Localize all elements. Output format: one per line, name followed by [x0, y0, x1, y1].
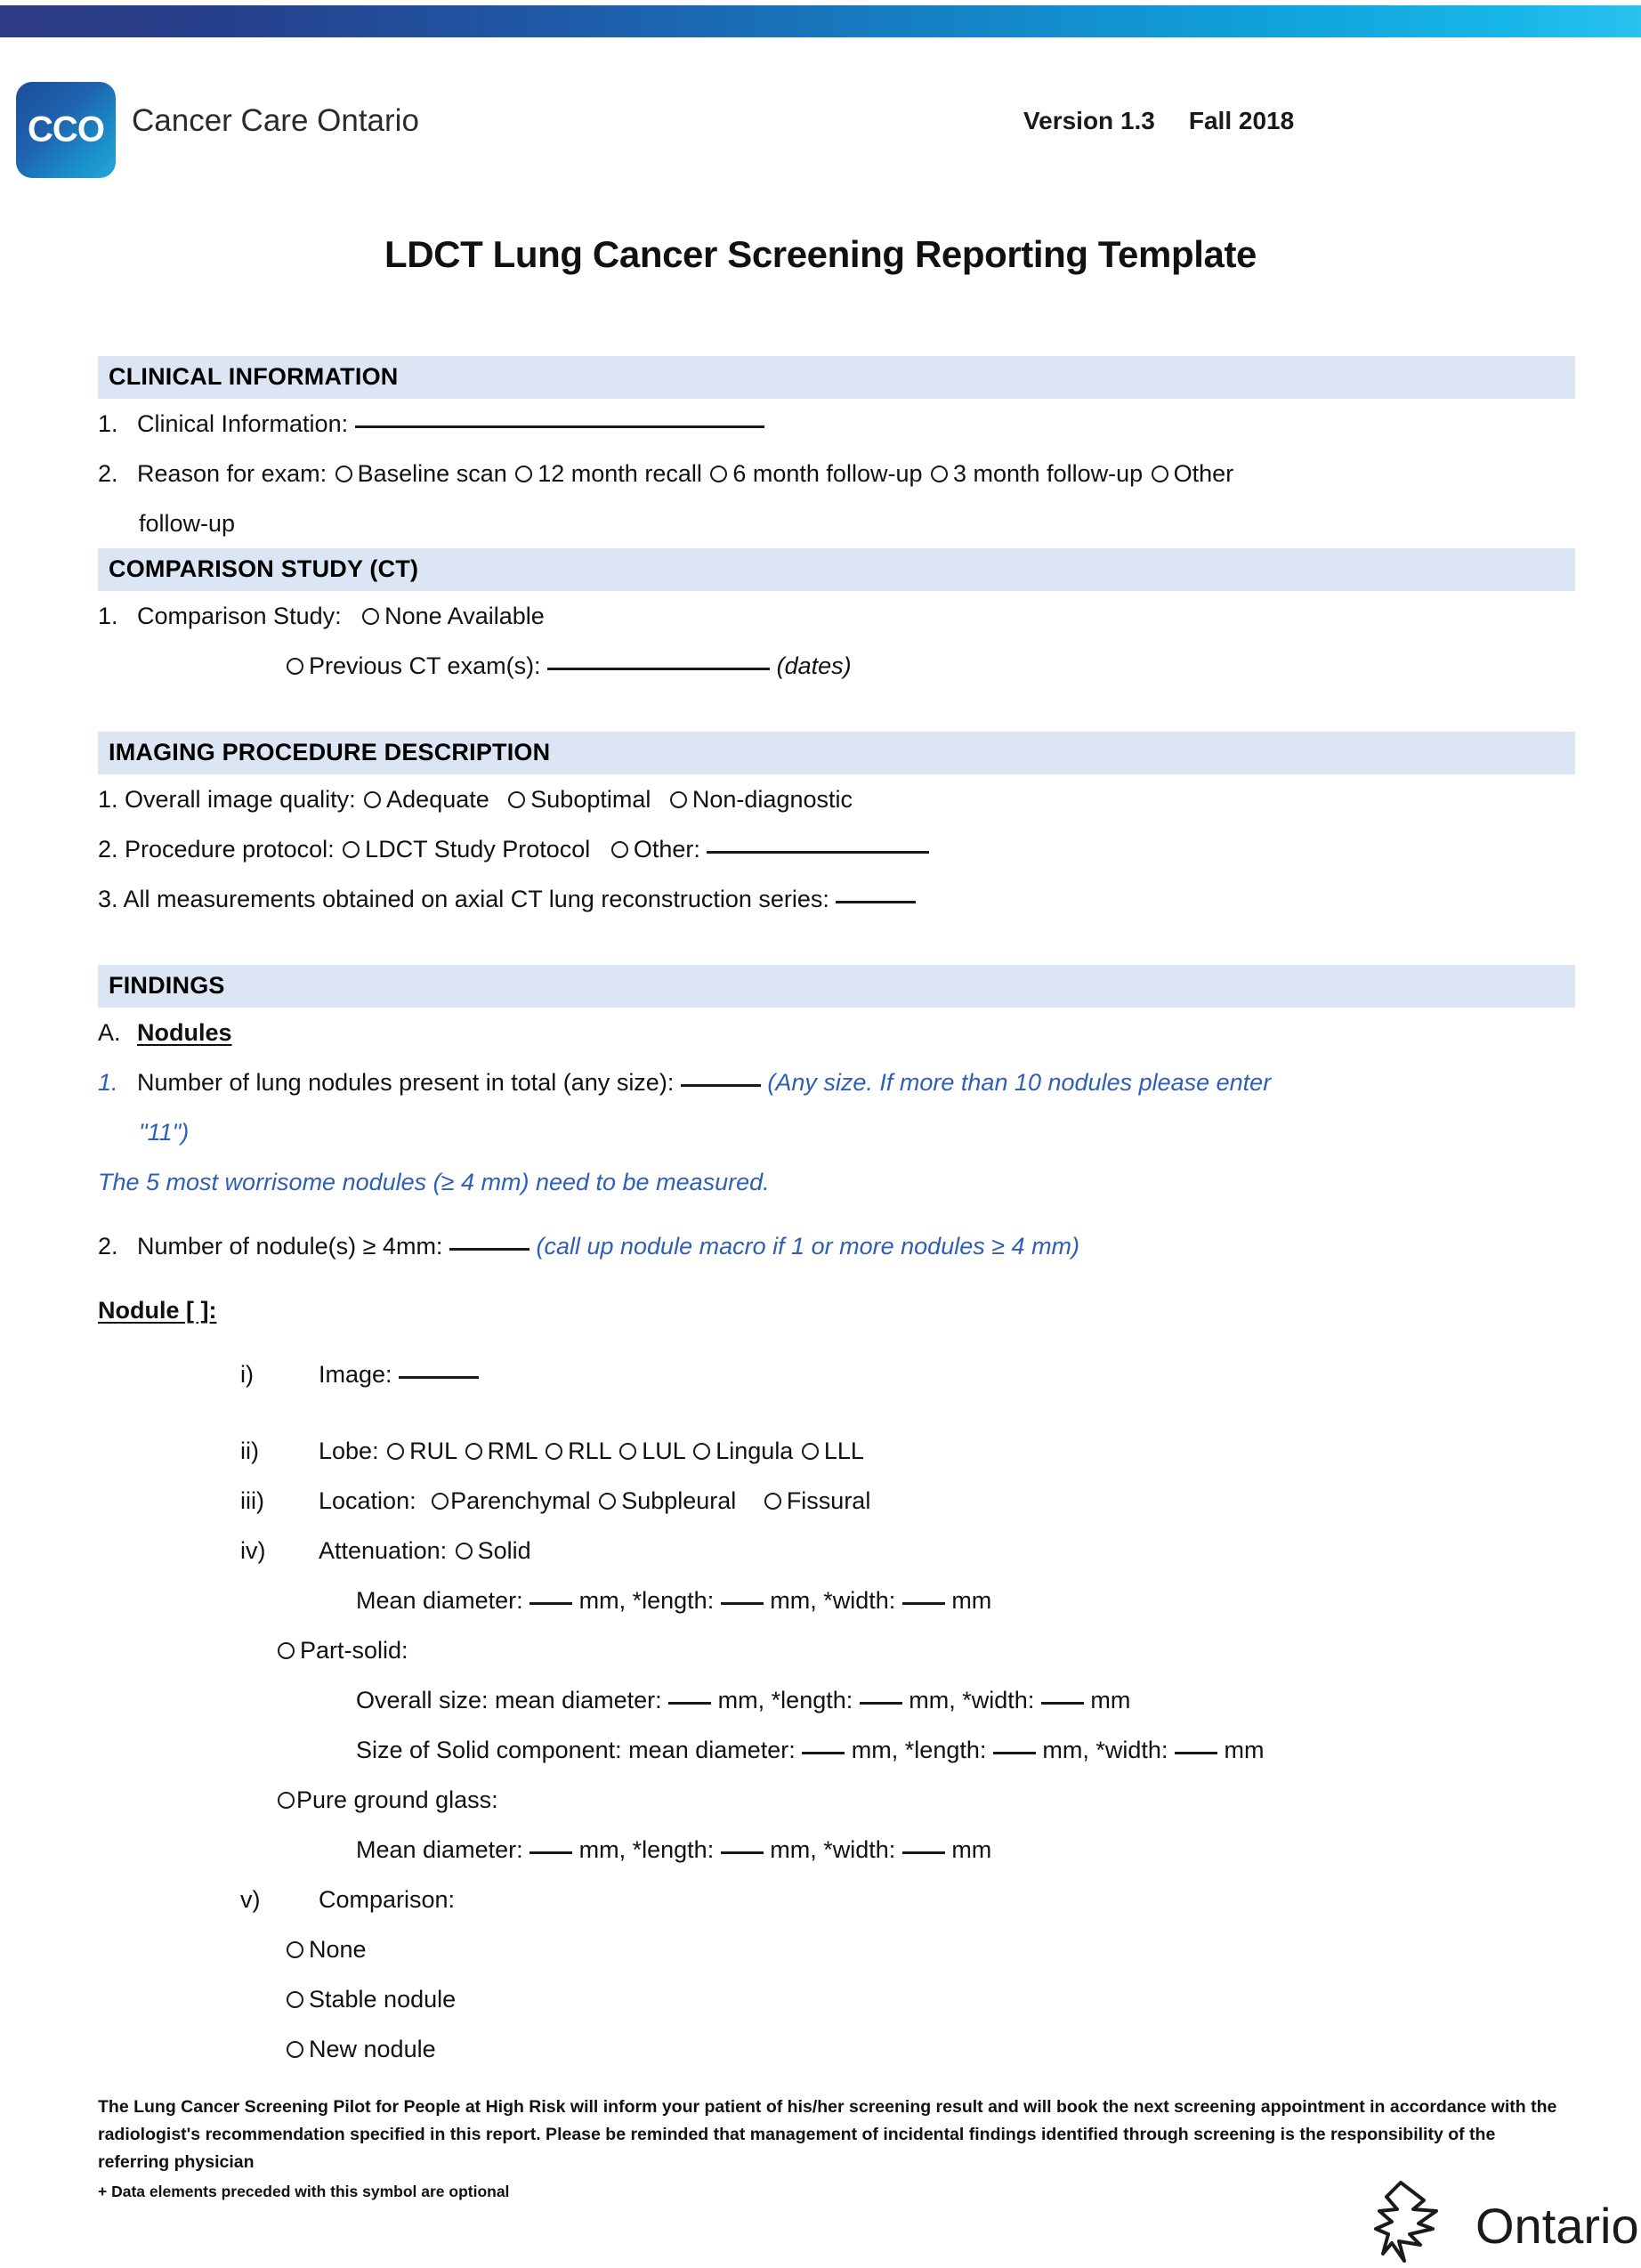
- solid-component-width-label: *width:: [1095, 1737, 1168, 1763]
- organization-name: Cancer Care Ontario: [132, 103, 419, 138]
- findings-item-2-number: 2.: [98, 1233, 118, 1260]
- part-solid-overall-width-label: *width:: [962, 1687, 1035, 1713]
- measurements-series-input[interactable]: [836, 901, 916, 903]
- option-location-subpleural: Subpleural: [621, 1487, 737, 1514]
- comparison-item-1-number: 1.: [98, 603, 118, 629]
- radio-none-available[interactable]: [362, 608, 379, 625]
- document-body: [98, 356, 1575, 2074]
- option-other-follow-up-wrap: follow-up: [139, 510, 236, 537]
- comparison-study-row: [98, 591, 1575, 641]
- nodule-4mm-count-input[interactable]: [449, 1248, 529, 1251]
- option-3-month-follow-up: 3 month follow-up: [953, 460, 1144, 487]
- solid-width-unit: mm: [951, 1587, 992, 1614]
- nodule-attenuation-row: [98, 1526, 1575, 1575]
- option-lobe-rll: RLL: [568, 1438, 611, 1464]
- ontario-wordmark: Ontario: [1475, 2198, 1639, 2254]
- part-solid-overall-width-unit: mm: [1090, 1687, 1131, 1713]
- option-comparison-stable-nodule: Stable nodule: [309, 1986, 457, 2013]
- option-attenuation-part-solid: Part-solid:: [300, 1637, 408, 1664]
- section-heading-imaging-procedure: IMAGING PROCEDURE DESCRIPTION: [98, 732, 1575, 774]
- previous-ct-dates-input[interactable]: [547, 668, 770, 670]
- radio-suboptimal[interactable]: [508, 791, 525, 808]
- option-ldct-study-protocol: LDCT Study Protocol: [365, 836, 591, 863]
- radio-ldct-study-protocol[interactable]: [343, 841, 360, 858]
- clinical-information-row: [98, 399, 1575, 449]
- radio-comparison-stable-nodule[interactable]: [287, 1991, 303, 2008]
- radio-adequate[interactable]: [364, 791, 381, 808]
- page-header: [0, 85, 1641, 183]
- radio-lobe-rml[interactable]: [465, 1443, 482, 1460]
- option-adequate: Adequate: [386, 786, 489, 813]
- part-solid-overall-length-unit: mm,: [909, 1687, 956, 1713]
- nodule-image-input[interactable]: [399, 1376, 479, 1379]
- nodule-image-label: Image:: [319, 1361, 392, 1388]
- nodule-total-count-note-wrap: "11"): [139, 1119, 190, 1146]
- option-attenuation-pure-ground-glass: Pure ground glass:: [296, 1786, 498, 1813]
- part-solid-overall-length-label: *length:: [771, 1687, 853, 1713]
- worrisome-nodules-note: The 5 most worrisome nodules (≥ 4 mm) need to be measured.: [98, 1169, 770, 1195]
- nodule-4mm-count-label: Number of nodule(s) ≥ 4mm:: [137, 1233, 443, 1260]
- nodule-item-i-number: i): [240, 1361, 254, 1388]
- header-gradient-bar: [0, 5, 1641, 37]
- procedure-protocol-label: 2. Procedure protocol:: [98, 836, 335, 863]
- part-solid-overall-label: Overall size: mean diameter:: [356, 1687, 662, 1713]
- nodule-total-count-input[interactable]: [681, 1084, 761, 1087]
- dates-hint: (dates): [776, 652, 852, 679]
- radio-location-subpleural[interactable]: [599, 1493, 616, 1510]
- radio-12-month-recall[interactable]: [515, 466, 532, 482]
- part-solid-overall-row: [98, 1675, 1575, 1725]
- option-comparison-new-nodule: New nodule: [309, 2036, 436, 2062]
- clinical-information-input[interactable]: [355, 425, 764, 428]
- nodule-location-row: [98, 1476, 1575, 1526]
- cco-logo-text: CCO: [28, 109, 104, 150]
- option-non-diagnostic: Non-diagnostic: [691, 786, 853, 813]
- page-footer: [98, 2094, 1557, 2201]
- pure-gg-width-input[interactable]: [902, 1851, 945, 1854]
- option-lobe-lul: LUL: [642, 1438, 685, 1464]
- option-none-available: None Available: [384, 603, 545, 629]
- nodule-4mm-count-note: (call up nodule macro if 1 or more nodules ≥ 4 mm): [536, 1233, 1080, 1260]
- radio-attenuation-pure-ground-glass[interactable]: [278, 1792, 295, 1809]
- radio-protocol-other[interactable]: [611, 841, 628, 858]
- version-number: Version 1.3: [1023, 107, 1155, 134]
- previous-ct-exam-row: [98, 641, 1575, 691]
- solid-component-size-label: Size of Solid component: mean diameter:: [356, 1737, 796, 1763]
- solid-component-mean-unit: mm,: [851, 1737, 899, 1763]
- option-previous-ct-exam: Previous CT exam(s):: [309, 652, 541, 679]
- solid-width-input[interactable]: [902, 1602, 945, 1605]
- option-attenuation-solid: Solid: [477, 1537, 531, 1564]
- findings-item-1-number: 1.: [98, 1069, 118, 1096]
- solid-component-length-label: *length:: [904, 1737, 987, 1763]
- solid-component-mean-input[interactable]: [802, 1752, 845, 1754]
- solid-mean-diameter-input[interactable]: [529, 1602, 572, 1605]
- clinical-item-2-number: 2.: [98, 460, 118, 487]
- part-solid-row: [98, 1625, 1575, 1675]
- pure-gg-mean-diameter-unit: mm,: [578, 1836, 626, 1863]
- solid-length-label: *length:: [632, 1587, 715, 1614]
- radio-comparison-new-nodule[interactable]: [287, 2041, 303, 2058]
- section-heading-comparison-study: COMPARISON STUDY (CT): [98, 548, 1575, 591]
- footer-disclaimer: The Lung Cancer Screening Pilot for People at High Risk will inform your patient of his/her screening result and will book the next screening appointment in accordance with the radiologist's recommendation specified in this report. Please be reminded that management of incidental findings identified through screening is the responsibility of the referring physician: [98, 2097, 1557, 2172]
- nodule-item-v-number: v): [240, 1886, 261, 1913]
- page-title: LDCT Lung Cancer Screening Reporting Template: [384, 233, 1257, 275]
- radio-lobe-lul[interactable]: [619, 1443, 636, 1460]
- footer-optional-note: + Data elements preceded with this symbol are optional: [98, 2183, 510, 2200]
- option-other: Other: [1173, 460, 1234, 487]
- radio-lobe-rll[interactable]: [546, 1443, 562, 1460]
- clinical-item-1-label: Clinical Information:: [137, 410, 349, 437]
- radio-lobe-lll[interactable]: [802, 1443, 819, 1460]
- radio-lobe-lingula[interactable]: [693, 1443, 710, 1460]
- ontario-logo: [1370, 2183, 1637, 2268]
- radio-comparison-none[interactable]: [287, 1941, 303, 1958]
- nodule-comparison-row: [98, 1875, 1575, 1924]
- option-suboptimal: Suboptimal: [530, 786, 651, 813]
- findings-sub-a-letter: A.: [98, 1019, 121, 1046]
- solid-width-label: *width:: [823, 1587, 896, 1614]
- option-lobe-rml: RML: [487, 1438, 538, 1464]
- section-heading-findings: FINDINGS: [98, 965, 1575, 1008]
- radio-attenuation-part-solid[interactable]: [278, 1642, 295, 1659]
- option-lobe-rul: RUL: [409, 1438, 457, 1464]
- solid-component-width-input[interactable]: [1175, 1752, 1217, 1754]
- nodule-attenuation-label: Attenuation:: [319, 1537, 448, 1564]
- radio-location-fissural[interactable]: [764, 1493, 781, 1510]
- radio-non-diagnostic[interactable]: [670, 791, 687, 808]
- nodule-header: Nodule [ ]:: [98, 1297, 217, 1324]
- pure-gg-width-label: *width:: [823, 1836, 896, 1863]
- protocol-other-input[interactable]: [707, 851, 929, 854]
- pure-gg-length-unit: mm,: [770, 1836, 817, 1863]
- version-season: Fall 2018: [1188, 107, 1295, 134]
- pure-gg-width-unit: mm: [951, 1836, 992, 1863]
- solid-component-width-unit: mm: [1224, 1737, 1265, 1763]
- pure-gg-mean-diameter-label: Mean diameter:: [356, 1836, 523, 1863]
- overall-image-quality-label: 1. Overall image quality:: [98, 786, 356, 813]
- radio-previous-ct-exam[interactable]: [287, 658, 303, 675]
- option-protocol-other: Other:: [633, 836, 700, 863]
- option-location-parenchymal: Parenchymal: [450, 1487, 591, 1514]
- option-lobe-lingula: Lingula: [715, 1438, 794, 1464]
- nodule-total-count-row: [98, 1057, 1575, 1157]
- reason-for-exam-label: Reason for exam:: [137, 460, 327, 487]
- radio-6-month-follow-up[interactable]: [710, 466, 727, 482]
- option-comparison-none: None: [309, 1936, 367, 1963]
- version-info: [1023, 107, 1294, 135]
- solid-component-length-unit: mm,: [1042, 1737, 1089, 1763]
- solid-component-size-row: [98, 1725, 1575, 1775]
- procedure-protocol-row: [98, 824, 1575, 874]
- pure-gg-length-input[interactable]: [721, 1851, 764, 1854]
- option-baseline-scan: Baseline scan: [357, 460, 507, 487]
- option-lobe-lll: LLL: [823, 1438, 864, 1464]
- nodule-total-count-note: (Any size. If more than 10 nodules please enter: [767, 1069, 1272, 1096]
- nodule-4mm-count-row: [98, 1221, 1575, 1271]
- solid-mean-diameter-label: Mean diameter:: [356, 1587, 523, 1614]
- nodule-comparison-new-row: [98, 2024, 1575, 2074]
- pure-ground-glass-measurement-row: [98, 1825, 1575, 1875]
- nodule-lobe-label: Lobe:: [319, 1438, 379, 1464]
- radio-lobe-rul[interactable]: [387, 1443, 404, 1460]
- trillium-icon: [1374, 2179, 1472, 2264]
- nodule-total-count-label: Number of lung nodules present in total (any size):: [137, 1069, 675, 1096]
- nodule-item-iv-number: iv): [240, 1537, 266, 1564]
- comparison-study-label: Comparison Study:: [137, 603, 342, 629]
- nodule-comparison-label: Comparison:: [319, 1886, 456, 1913]
- nodule-lobe-row: [98, 1426, 1575, 1476]
- section-heading-clinical-information: CLINICAL INFORMATION: [98, 356, 1575, 399]
- overall-image-quality-row: [98, 774, 1575, 824]
- solid-mean-diameter-unit: mm,: [578, 1587, 626, 1614]
- reason-for-exam-row: [98, 449, 1575, 548]
- radio-attenuation-solid[interactable]: [456, 1543, 473, 1559]
- nodule-header-row: [98, 1285, 1575, 1335]
- option-12-month-recall: 12 month recall: [538, 460, 702, 487]
- measurements-series-row: [98, 874, 1575, 924]
- solid-component-length-input[interactable]: [993, 1752, 1036, 1754]
- solid-measurement-row: [98, 1575, 1575, 1625]
- part-solid-overall-mean-unit: mm,: [717, 1687, 765, 1713]
- pure-gg-mean-diameter-input[interactable]: [529, 1851, 572, 1854]
- nodule-image-row: [98, 1349, 1575, 1399]
- nodule-comparison-none-row: [98, 1924, 1575, 1974]
- option-location-fissural: Fissural: [786, 1487, 871, 1514]
- solid-length-unit: mm,: [770, 1587, 817, 1614]
- part-solid-overall-length-input[interactable]: [860, 1702, 902, 1705]
- radio-location-parenchymal[interactable]: [432, 1493, 449, 1510]
- findings-sub-a-title: Nodules: [137, 1019, 232, 1046]
- measurements-series-label: 3. All measurements obtained on axial CT lung reconstruction series:: [98, 886, 829, 912]
- part-solid-overall-mean-input[interactable]: [668, 1702, 711, 1705]
- radio-other-follow-up[interactable]: [1152, 466, 1168, 482]
- nodule-location-label: Location:: [319, 1487, 416, 1514]
- findings-subsection-nodules: [98, 1008, 1575, 1057]
- clinical-item-1-number: 1.: [98, 410, 118, 437]
- pure-ground-glass-row: [98, 1775, 1575, 1825]
- pure-gg-length-label: *length:: [632, 1836, 715, 1863]
- nodule-item-iii-number: iii): [240, 1487, 264, 1514]
- nodule-comparison-stable-row: [98, 1974, 1575, 2024]
- nodule-item-ii-number: ii): [240, 1438, 259, 1464]
- cco-logo-icon: [16, 82, 116, 178]
- radio-baseline-scan[interactable]: [335, 466, 352, 482]
- solid-length-input[interactable]: [721, 1602, 764, 1605]
- option-6-month-follow-up: 6 month follow-up: [732, 460, 923, 487]
- part-solid-overall-width-input[interactable]: [1041, 1702, 1084, 1705]
- radio-3-month-follow-up[interactable]: [931, 466, 948, 482]
